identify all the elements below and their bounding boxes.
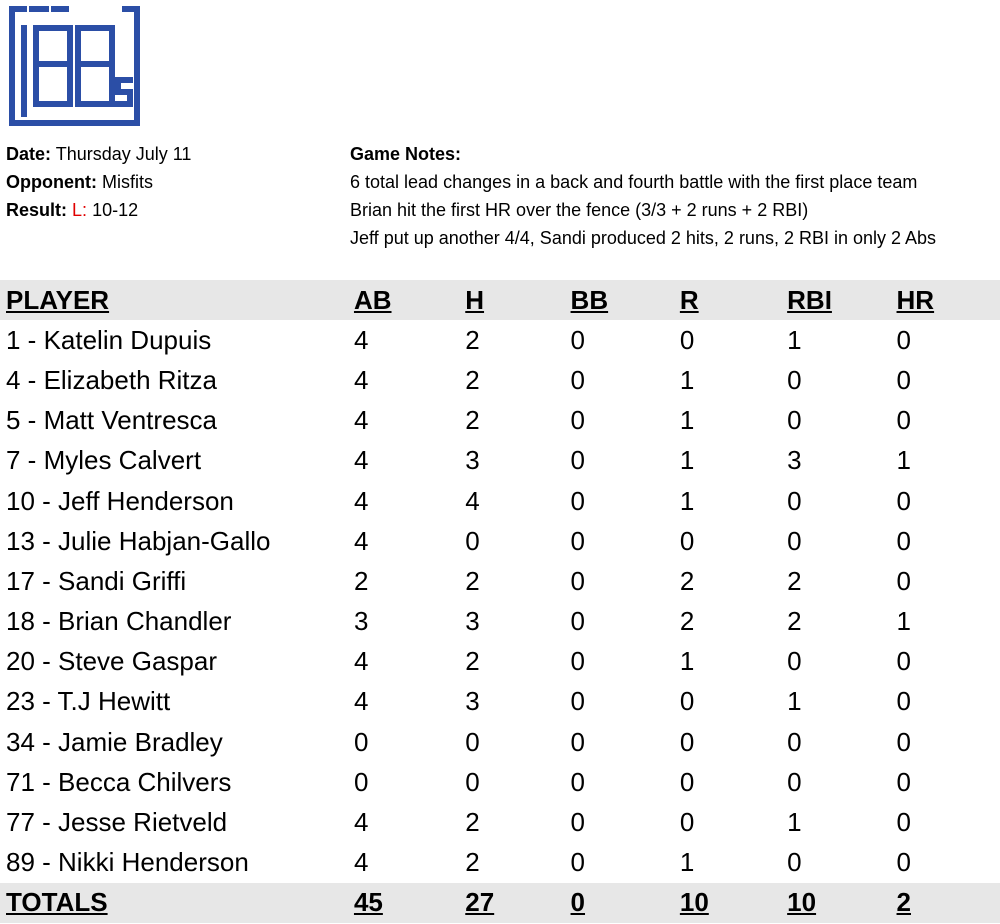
cell-rbi: 1 xyxy=(787,686,802,717)
cell-player-name: 5 - Matt Ventresca xyxy=(6,405,217,436)
cell-r: 2 xyxy=(679,565,695,596)
table-row xyxy=(0,843,1000,883)
table-row xyxy=(0,481,1000,521)
opponent-label: Opponent: xyxy=(6,172,97,192)
cell-ab: 4 xyxy=(353,525,369,556)
cell-bb: 0 xyxy=(570,485,586,516)
cell-hr: 0 xyxy=(896,485,911,516)
header-bb: BB xyxy=(570,284,609,315)
table-row xyxy=(0,320,1000,360)
cell-rbi: 0 xyxy=(787,847,802,878)
cell-rbi: 0 xyxy=(787,766,802,797)
header-h: H xyxy=(465,284,485,315)
cell-bb: 0 xyxy=(570,445,586,476)
team-logo xyxy=(6,6,140,126)
cell-player-name: 34 - Jamie Bradley xyxy=(6,726,223,757)
cell-ab: 4 xyxy=(353,847,369,878)
cell-player-name: 13 - Julie Habjan-Gallo xyxy=(6,525,271,556)
header-r: R xyxy=(679,284,699,315)
cell-h: 4 xyxy=(465,485,480,516)
game-note: Brian hit the first HR over the fence (3/3 + 2 runs + 2 RBI) xyxy=(350,200,809,220)
cell-bb: 0 xyxy=(570,606,586,637)
cell-player-name: 89 - Nikki Henderson xyxy=(6,847,249,878)
game-notes xyxy=(350,140,936,252)
cell-rbi: 1 xyxy=(787,324,802,355)
game-note: 6 total lead changes in a back and fourth battle with the first place team xyxy=(350,172,918,192)
result-score: 10-12 xyxy=(92,200,139,220)
cell-player-name: 71 - Becca Chilvers xyxy=(6,766,232,797)
cell-hr: 1 xyxy=(896,606,911,637)
cell-bb: 0 xyxy=(570,686,586,717)
table-row xyxy=(0,802,1000,842)
header-hr: HR xyxy=(896,284,935,315)
table-row xyxy=(0,602,1000,642)
cell-h: 2 xyxy=(465,405,480,436)
cell-h: 3 xyxy=(465,686,480,717)
cell-r: 0 xyxy=(679,686,695,717)
cell-h: 2 xyxy=(465,565,480,596)
totals-label: TOTALS xyxy=(6,887,108,918)
cell-h: 2 xyxy=(465,807,480,838)
cell-rbi: 0 xyxy=(787,485,802,516)
cell-ab: 2 xyxy=(353,565,369,596)
opponent-value: Misfits xyxy=(102,172,153,192)
totals-hr: 2 xyxy=(896,887,911,918)
cell-h: 3 xyxy=(465,445,480,476)
cell-hr: 0 xyxy=(896,646,911,677)
cell-rbi: 0 xyxy=(787,364,802,395)
cell-r: 1 xyxy=(679,847,695,878)
game-notes-header: Game Notes: xyxy=(350,144,462,164)
cell-bb: 0 xyxy=(570,726,586,757)
result-label: Result: xyxy=(6,200,68,220)
cell-hr: 0 xyxy=(896,766,911,797)
cell-r: 0 xyxy=(679,324,695,355)
table-row xyxy=(0,722,1000,762)
cell-hr: 0 xyxy=(896,525,911,556)
totals-h: 27 xyxy=(465,887,495,918)
date-value: Thursday July 11 xyxy=(55,144,192,164)
cell-h: 0 xyxy=(465,726,480,757)
header-rbi: RBI xyxy=(787,284,832,315)
table-row xyxy=(0,360,1000,400)
result-line xyxy=(6,196,191,224)
totals-row xyxy=(0,883,1000,923)
date-label: Date: xyxy=(6,144,52,164)
cell-h: 2 xyxy=(465,324,480,355)
result-flag: L: xyxy=(72,200,88,220)
cell-bb: 0 xyxy=(570,324,586,355)
cell-hr: 0 xyxy=(896,726,911,757)
cell-r: 1 xyxy=(679,364,695,395)
totals-rbi: 10 xyxy=(787,887,817,918)
cell-bb: 0 xyxy=(570,405,586,436)
cell-r: 0 xyxy=(679,726,695,757)
cell-hr: 0 xyxy=(896,364,911,395)
cell-ab: 0 xyxy=(353,766,369,797)
cell-player-name: 4 - Elizabeth Ritza xyxy=(6,364,217,395)
cell-rbi: 3 xyxy=(787,445,802,476)
cell-hr: 0 xyxy=(896,565,911,596)
cell-player-name: 20 - Steve Gaspar xyxy=(6,646,217,677)
cell-r: 0 xyxy=(679,807,695,838)
cell-rbi: 0 xyxy=(787,525,802,556)
cell-h: 3 xyxy=(465,606,480,637)
cell-ab: 4 xyxy=(353,405,369,436)
cell-rbi: 0 xyxy=(787,726,802,757)
cell-ab: 4 xyxy=(353,324,369,355)
cell-r: 1 xyxy=(679,485,695,516)
cell-hr: 0 xyxy=(896,324,911,355)
game-info xyxy=(6,140,191,224)
cell-r: 1 xyxy=(679,646,695,677)
date-line xyxy=(6,140,191,168)
cell-h: 2 xyxy=(465,847,480,878)
cell-hr: 0 xyxy=(896,405,911,436)
cell-player-name: 18 - Brian Chandler xyxy=(6,606,232,637)
cell-hr: 0 xyxy=(896,686,911,717)
cell-ab: 4 xyxy=(353,364,369,395)
cell-h: 2 xyxy=(465,364,480,395)
cell-bb: 0 xyxy=(570,807,586,838)
cell-bb: 0 xyxy=(570,525,586,556)
header-player: PLAYER xyxy=(6,284,110,315)
cell-bb: 0 xyxy=(570,364,586,395)
cell-bb: 0 xyxy=(570,766,586,797)
totals-r: 10 xyxy=(679,887,709,918)
cell-ab: 4 xyxy=(353,485,369,516)
cell-r: 1 xyxy=(679,445,695,476)
cell-hr: 1 xyxy=(896,445,911,476)
cell-player-name: 1 - Katelin Dupuis xyxy=(6,324,212,355)
cell-bb: 0 xyxy=(570,565,586,596)
cell-rbi: 0 xyxy=(787,405,802,436)
player-stats-table xyxy=(0,280,1000,923)
cell-rbi: 0 xyxy=(787,646,802,677)
cell-ab: 3 xyxy=(353,606,369,637)
opponent-line xyxy=(6,168,191,196)
cell-h: 0 xyxy=(465,525,480,556)
cell-player-name: 10 - Jeff Henderson xyxy=(6,485,234,516)
cell-hr: 0 xyxy=(896,807,911,838)
table-row xyxy=(0,561,1000,601)
header-ab: AB xyxy=(353,284,392,315)
cell-ab: 4 xyxy=(353,686,369,717)
cell-h: 2 xyxy=(465,646,480,677)
cell-rbi: 2 xyxy=(787,606,802,637)
table-row xyxy=(0,441,1000,481)
cell-player-name: 7 - Myles Calvert xyxy=(6,445,202,476)
table-row xyxy=(0,642,1000,682)
cell-h: 0 xyxy=(465,766,480,797)
table-row xyxy=(0,682,1000,722)
cell-player-name: 17 - Sandi Griffi xyxy=(6,565,187,596)
cell-bb: 0 xyxy=(570,847,586,878)
cell-ab: 4 xyxy=(353,646,369,677)
totals-bb: 0 xyxy=(570,887,586,918)
cell-rbi: 2 xyxy=(787,565,802,596)
cell-r: 2 xyxy=(679,606,695,637)
cell-r: 0 xyxy=(679,766,695,797)
cell-player-name: 23 - T.J Hewitt xyxy=(6,686,171,717)
totals-ab: 45 xyxy=(353,887,383,918)
header-row xyxy=(0,280,1000,320)
cell-bb: 0 xyxy=(570,646,586,677)
cell-ab: 0 xyxy=(353,726,369,757)
cell-player-name: 77 - Jesse Rietveld xyxy=(6,807,228,838)
game-note: Jeff put up another 4/4, Sandi produced 2 hits, 2 runs, 2 RBI in only 2 Abs xyxy=(350,228,937,248)
table-row xyxy=(0,401,1000,441)
cell-ab: 4 xyxy=(353,807,369,838)
cell-hr: 0 xyxy=(896,847,911,878)
table-row xyxy=(0,762,1000,802)
cell-r: 0 xyxy=(679,525,695,556)
cell-ab: 4 xyxy=(353,445,369,476)
cell-rbi: 1 xyxy=(787,807,802,838)
cell-r: 1 xyxy=(679,405,695,436)
table-row xyxy=(0,521,1000,561)
